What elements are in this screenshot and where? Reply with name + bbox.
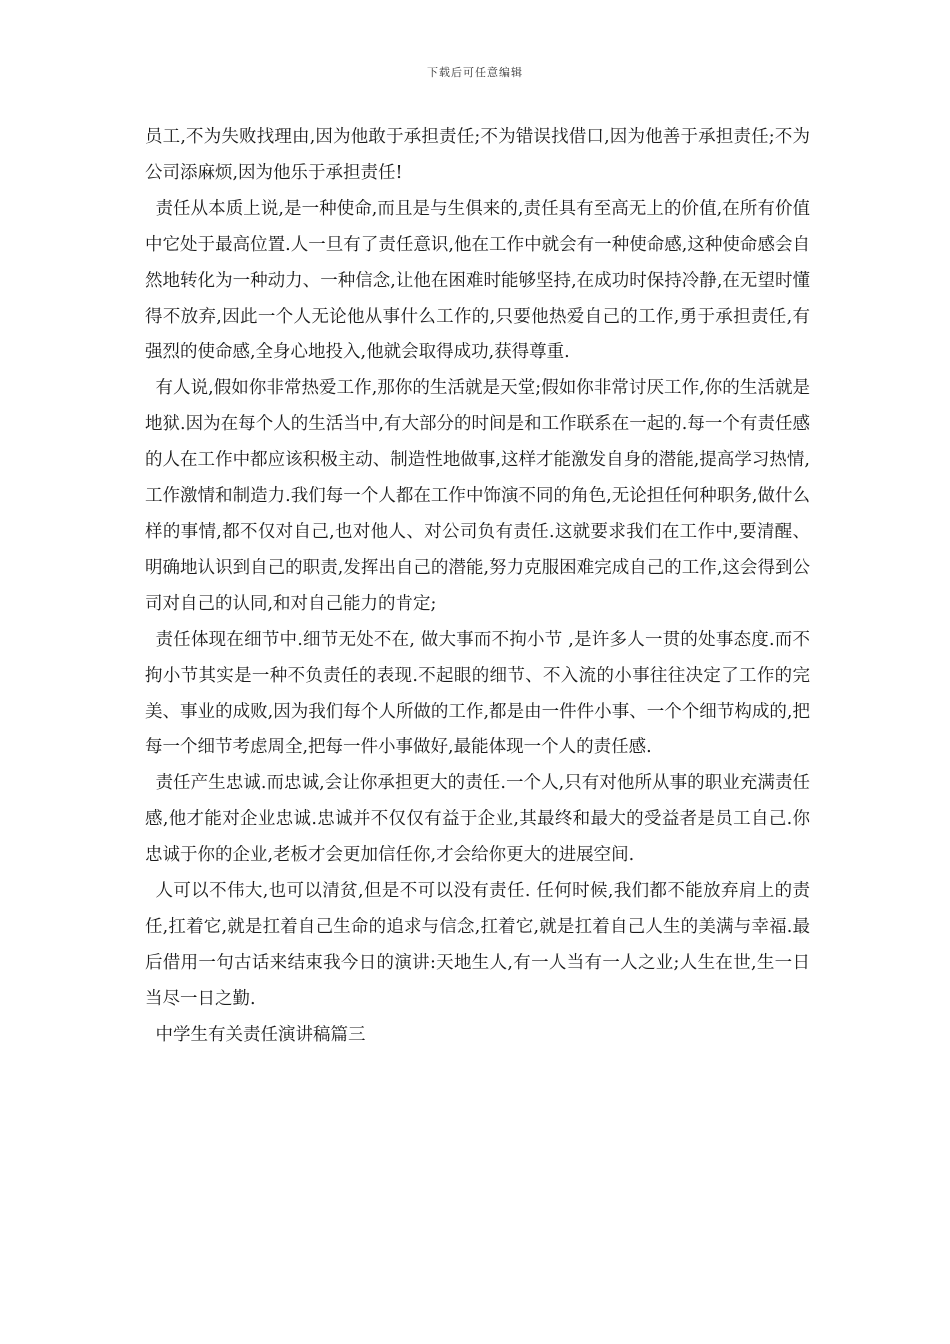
paragraph-5: 责任产生忠诚.而忠诚,会让你承担更大的责任.一个人,只有对他所从事的职业充满责任感,他才能对企业忠诚.忠诚并不仅仅有益于企业,其最终和最大的受益者是员工自己.你忠诚于你的企业,老板才会更加信任你,才会给你更大的进展空间. [145, 773, 810, 866]
paragraph-3: 有人说,假如你非常热爱工作,那你的生活就是天堂;假如你非常讨厌工作,你的生活就是地狱.因为在每个人的生活当中,有大部分的时间是和工作联系在一起的.每一个有责任感的人在工作中都应该积极主动、制造性地做事,这样才能激发自身的潜能,提高学习热情,工作激情和制造力.我们每一个人都在工作中饰演不同的角色,无论担任何种职务,做什么样的事情,都不仅对自己,也对他人、对公司负有责任.这就要求我们在工作中,要清醒、明确地认识到自己的职责,发挥出自己的潜能,努力克服困难完成自己的工作,这会得到公司对自己的认同,和对自己能力的肯定; [145, 378, 810, 614]
paragraph-6: 人可以不伟大,也可以清贫,但是不可以没有责任. 任何时候,我们都不能放弃肩上的责任,扛着它,就是扛着自己生命的追求与信念,扛着它,就是扛着自己人生的美满与幸福.最后借用一句古话来结束我今日的演讲:天地生人,有一人当有一人之业;人生在世,生一日当尽一日之勤. [145, 881, 810, 1009]
section-heading: 中学生有关责任演讲稿篇三 [155, 1024, 366, 1045]
page-header: 下载后可任意编辑 [427, 66, 523, 79]
document-body [145, 120, 810, 1054]
paragraph-1: 员工,不为失败找理由,因为他敢于承担责任;不为错误找借口,因为他善于承担责任;不为公司添麻烦,因为他乐于承担责任! [145, 127, 810, 183]
paragraph-4: 责任体现在细节中.细节无处不在, 做大事而不拘小节 ,是许多人一贯的处事态度.而不拘小节其实是一种不负责任的表现.不起眼的细节、不入流的小事往往决定了工作的完美、事业的成败,因为我们每个人所做的工作,都是由一件件小事、一个个细节构成的,把每一个细节考虑周全,把每一件小事做好,最能体现一个人的责任感. [145, 629, 810, 758]
paragraph-2: 责任从本质上说,是一种使命,而且是与生俱来的,责任具有至高无上的价值,在所有价值中它处于最高位置.人一旦有了责任意识,他在工作中就会有一种使命感,这种使命感会自然地转化为一种动力、一种信念,让他在困难时能够坚持,在成功时保持冷静,在无望时懂得不放弃,因此一个人无论他从事什么工作的,只要他热爱自己的工作,勇于承担责任,有强烈的使命感,全身心地投入,他就会取得成功,获得尊重. [145, 198, 810, 363]
